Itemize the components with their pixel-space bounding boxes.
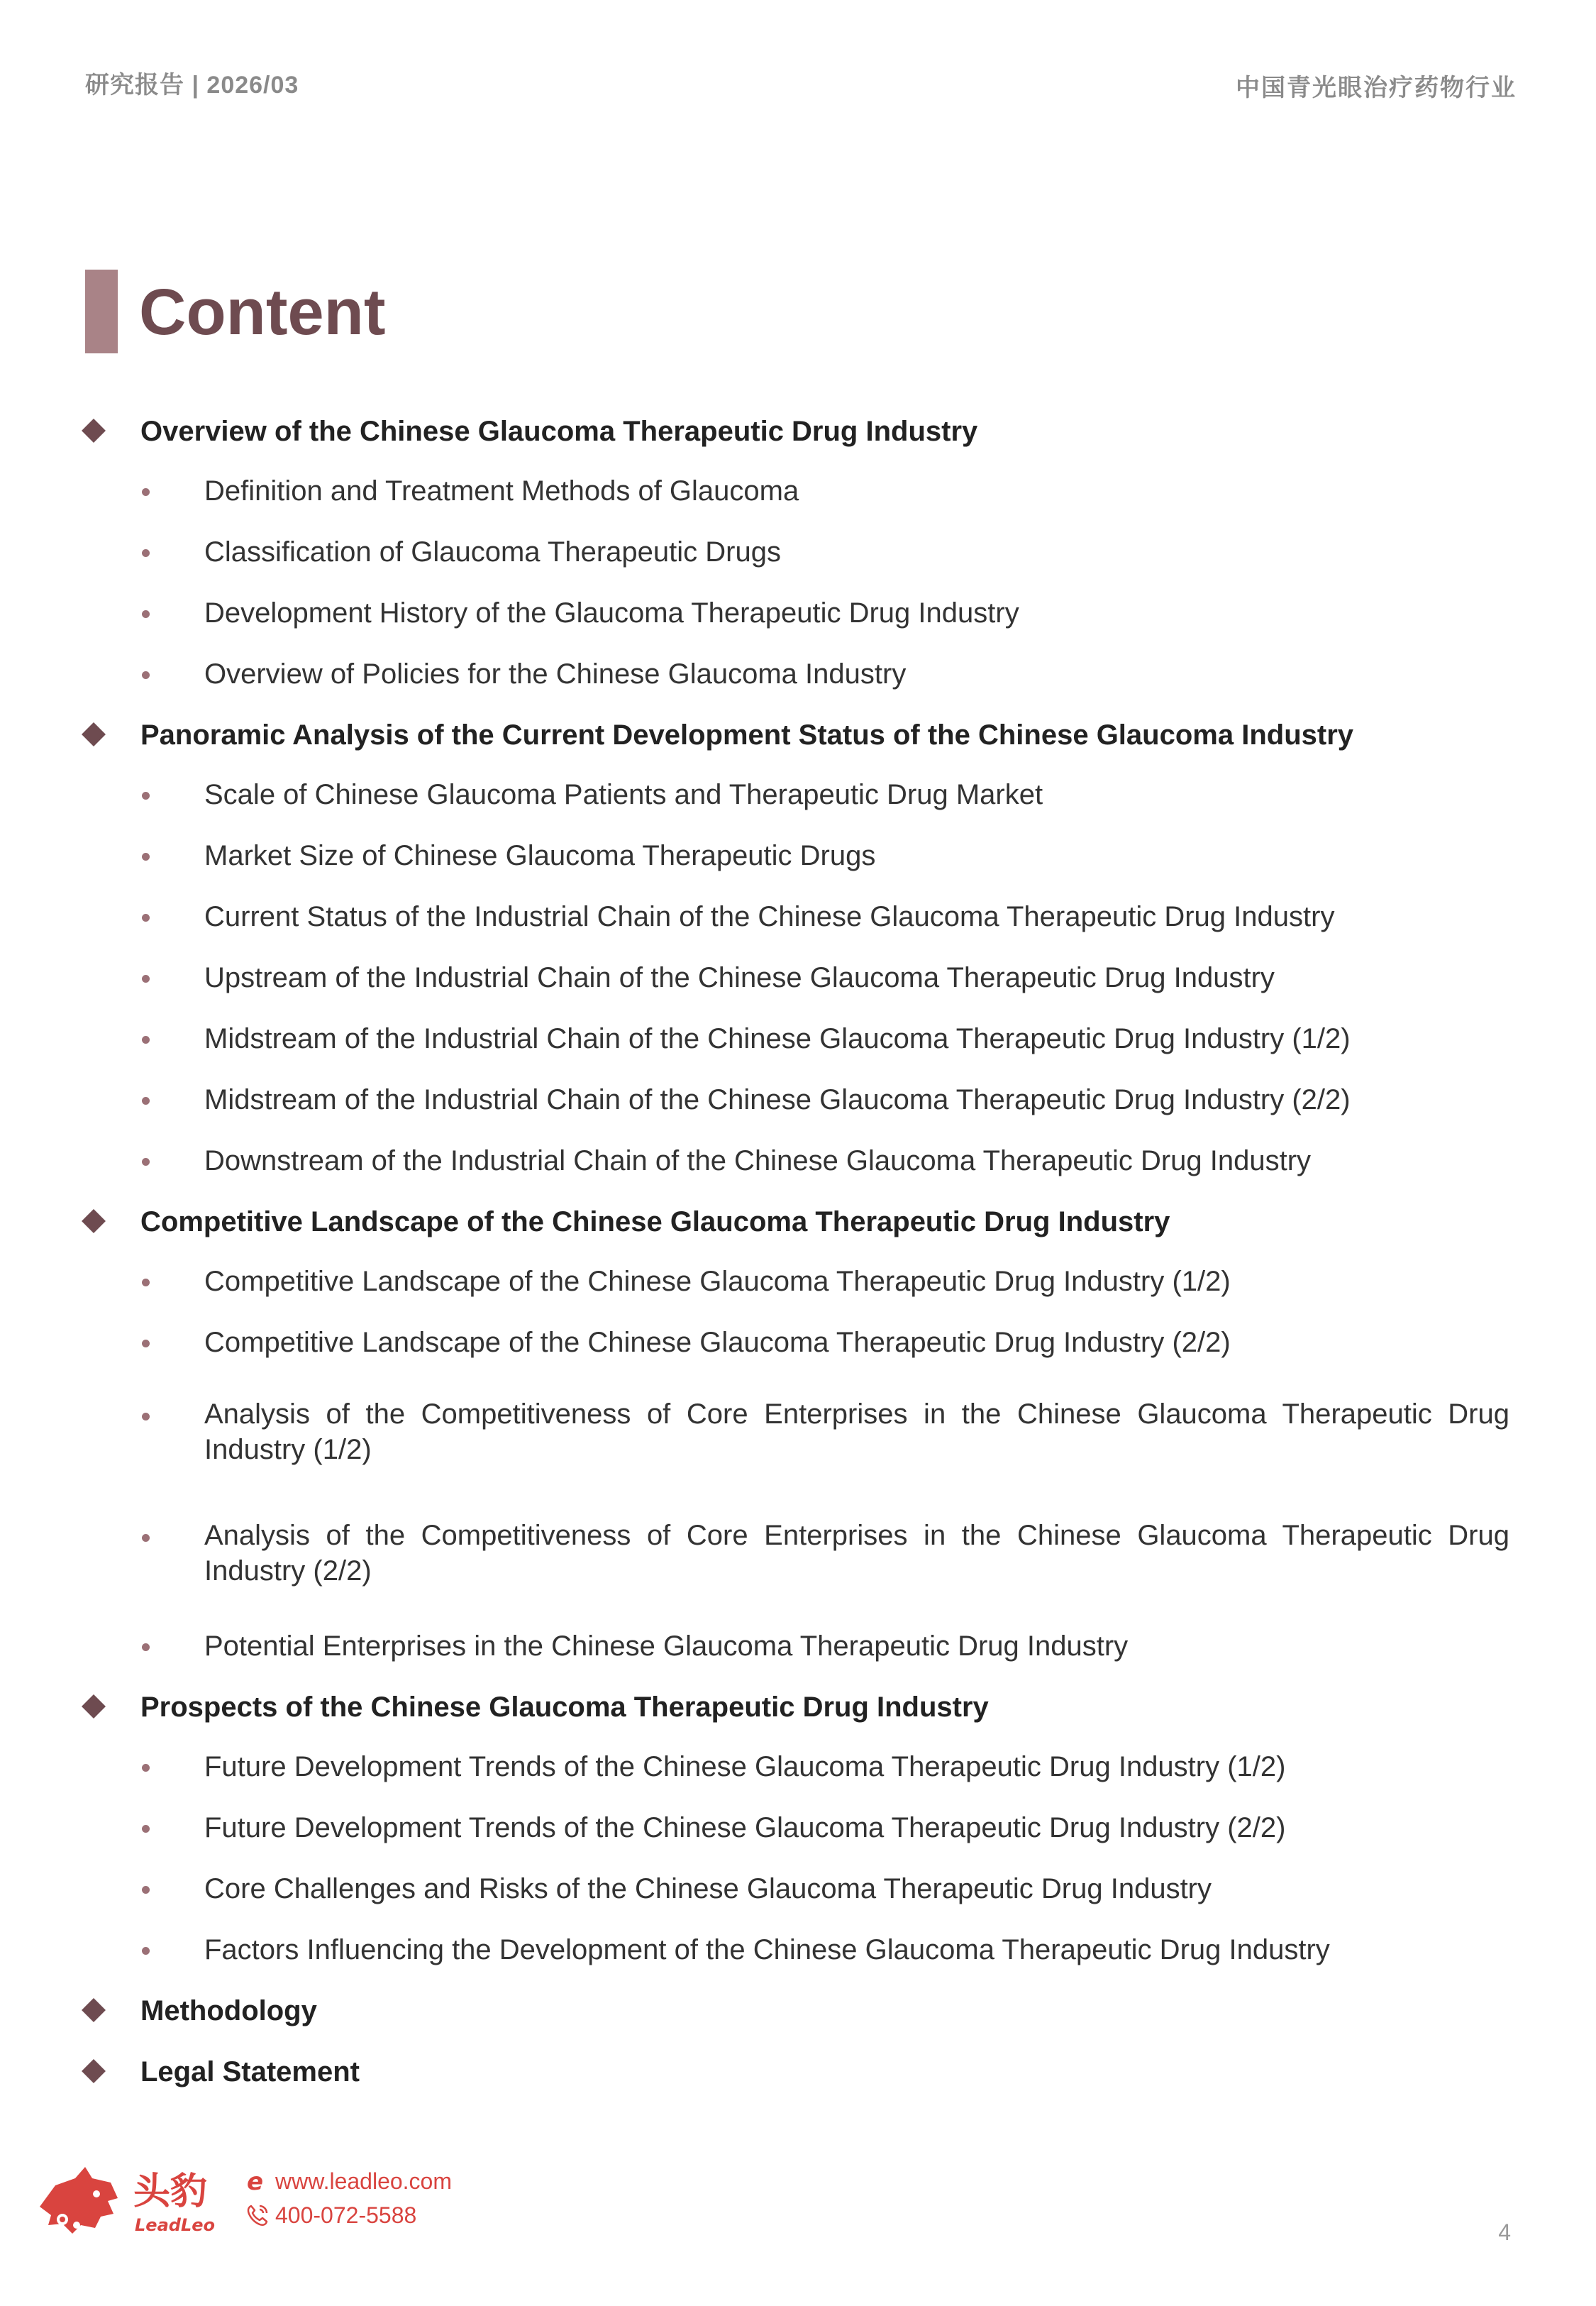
toc-item[interactable]: Potential Enterprises in the Chinese Glaucoma Therapeutic Drug Industry <box>204 1631 1129 1662</box>
svg-text:头豹: 头豹 <box>133 2170 208 2213</box>
bullet-icon <box>142 1036 150 1044</box>
toc-item[interactable]: Future Development Trends of the Chinese Glaucoma Therapeutic Drug Industry (2/2) <box>204 1812 1286 1843</box>
bullet-icon <box>142 488 150 496</box>
bullet-icon <box>142 1534 150 1542</box>
header-left: 研究报告 | 2026/03 <box>85 72 299 99</box>
svg-text:e: e <box>247 2169 264 2193</box>
toc-section-panoramic-analysis[interactable]: Panoramic Analysis of the Current Development Status of the Chinese Glaucoma Industry <box>140 719 1353 751</box>
bullet-icon <box>142 975 150 983</box>
toc-item[interactable]: Competitive Landscape of the Chinese Glaucoma Therapeutic Drug Industry (1/2) <box>204 1266 1231 1297</box>
title-accent-bar <box>85 270 118 353</box>
section-diamond-icon <box>82 1998 106 2022</box>
bullet-icon <box>142 1947 150 1955</box>
toc-item[interactable]: Scale of Chinese Glaucoma Patients and Therapeutic Drug Market <box>204 779 1043 810</box>
toc-item[interactable]: Classification of Glaucoma Therapeutic Drugs <box>204 536 781 568</box>
toc-section-overview[interactable]: Overview of the Chinese Glaucoma Therapeutic Drug Industry <box>140 416 978 447</box>
bullet-icon <box>142 914 150 922</box>
bullet-icon <box>142 1643 150 1651</box>
section-diamond-icon <box>82 1694 106 1719</box>
bullet-icon <box>142 549 150 557</box>
section-diamond-icon <box>82 722 106 746</box>
leadleo-logo <box>34 2157 218 2242</box>
phone-icon <box>245 2203 270 2227</box>
bullet-icon <box>142 610 150 618</box>
toc-item[interactable]: Core Challenges and Risks of the Chinese Glaucoma Therapeutic Drug Industry <box>204 1873 1212 1904</box>
bullet-icon <box>142 1413 150 1420</box>
header-right: 中国青光眼治疗药物行业 <box>1236 75 1517 101</box>
bullet-icon <box>142 1279 150 1286</box>
toc-item[interactable]: Analysis of the Competitiveness of Core Enterprises in the Chinese Glaucoma Therapeutic Drug Industry (2/2) <box>204 1520 1509 1587</box>
phone-number: 400-072-5588 <box>275 2202 417 2228</box>
toc-item[interactable]: Midstream of the Industrial Chain of the Chinese Glaucoma Therapeutic Drug Industry (1/2) <box>204 1023 1351 1054</box>
toc-item[interactable]: Midstream of the Industrial Chain of the Chinese Glaucoma Therapeutic Drug Industry (2/2) <box>204 1084 1351 1115</box>
toc-item[interactable]: Factors Influencing the Development of the Chinese Glaucoma Therapeutic Drug Industry <box>204 1934 1330 1965</box>
toc-item[interactable]: Downstream of the Industrial Chain of the Chinese Glaucoma Therapeutic Drug Industry <box>204 1145 1312 1176</box>
bullet-icon <box>142 792 150 800</box>
bullet-icon <box>142 1097 150 1105</box>
svg-text:LeadLeo: LeadLeo <box>135 2215 216 2235</box>
website-link[interactable]: www.leadleo.com <box>275 2168 452 2194</box>
footer-contact <box>245 2164 452 2232</box>
section-diamond-icon <box>82 2059 106 2083</box>
toc-section-prospects[interactable]: Prospects of the Chinese Glaucoma Therapeutic Drug Industry <box>140 1692 989 1723</box>
section-diamond-icon <box>82 1209 106 1233</box>
toc-item[interactable]: Overview of Policies for the Chinese Glaucoma Industry <box>204 658 907 690</box>
bullet-icon <box>142 1158 150 1166</box>
section-diamond-icon <box>82 419 106 443</box>
toc-item[interactable]: Current Status of the Industrial Chain of the Chinese Glaucoma Therapeutic Drug Industry <box>204 901 1335 932</box>
bullet-icon <box>142 1764 150 1772</box>
bullet-icon <box>142 671 150 679</box>
toc-section-methodology[interactable]: Methodology <box>140 1995 317 2026</box>
toc-section-legal-statement[interactable]: Legal Statement <box>140 2056 360 2087</box>
page-title: Content <box>139 276 386 348</box>
toc-section-competitive-landscape[interactable]: Competitive Landscape of the Chinese Glaucoma Therapeutic Drug Industry <box>140 1206 1170 1237</box>
toc-item[interactable]: Market Size of Chinese Glaucoma Therapeutic Drugs <box>204 840 876 871</box>
toc-item[interactable]: Development History of the Glaucoma Therapeutic Drug Industry <box>204 597 1019 629</box>
web-e-icon <box>245 2169 270 2193</box>
toc-item[interactable]: Competitive Landscape of the Chinese Glaucoma Therapeutic Drug Industry (2/2) <box>204 1327 1231 1358</box>
bullet-icon <box>142 1886 150 1894</box>
bullet-icon <box>142 1825 150 1833</box>
bullet-icon <box>142 853 150 861</box>
toc-item[interactable]: Analysis of the Competitiveness of Core Enterprises in the Chinese Glaucoma Therapeutic Drug Industry (1/2) <box>204 1399 1509 1465</box>
bullet-icon <box>142 1340 150 1347</box>
toc-item[interactable]: Definition and Treatment Methods of Glaucoma <box>204 475 799 507</box>
page-number: 4 <box>1498 2219 1511 2245</box>
toc-item[interactable]: Upstream of the Industrial Chain of the Chinese Glaucoma Therapeutic Drug Industry <box>204 962 1275 993</box>
toc-item[interactable]: Future Development Trends of the Chinese Glaucoma Therapeutic Drug Industry (1/2) <box>204 1751 1286 1782</box>
